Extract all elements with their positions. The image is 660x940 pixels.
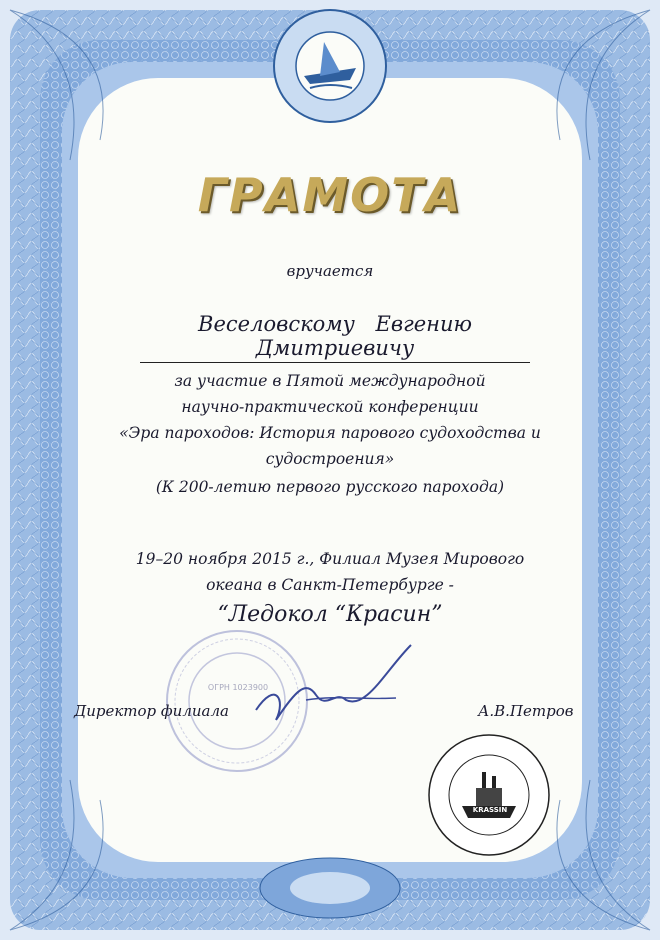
- reason-line: «Эра пароходов: История парового судоходства и: [119, 424, 541, 442]
- reason-line: (К 200-летию первого русского парохода): [155, 478, 505, 496]
- signatory-name: А.В.Петров: [478, 702, 574, 720]
- handwritten-signature: [246, 640, 416, 730]
- event-line: океана в Санкт-Петербурге -: [206, 576, 454, 594]
- event-line: 19–20 ноября 2015 г., Филиал Музея Мирового: [135, 550, 525, 568]
- signatory-title: Директор филиала: [74, 702, 229, 720]
- reason-line: судостроения»: [265, 450, 395, 468]
- subtitle: вручается: [286, 262, 374, 280]
- reason-line: за участие в Пятой международной: [174, 372, 486, 390]
- museum-logo: [270, 6, 390, 126]
- krassin-logo-label: KRASSIN: [470, 806, 510, 814]
- recipient-name: Веселовскому Евгению Дмитриевичу: [140, 312, 530, 363]
- reason-line: научно-практической конференции: [181, 398, 479, 416]
- krassin-logo: [426, 732, 552, 858]
- certificate-title: ГРАМОТА: [197, 168, 463, 222]
- event-venue: “Ледокол “Красин”: [217, 602, 443, 627]
- stamp-number: ОГРН 1023900: [207, 683, 269, 692]
